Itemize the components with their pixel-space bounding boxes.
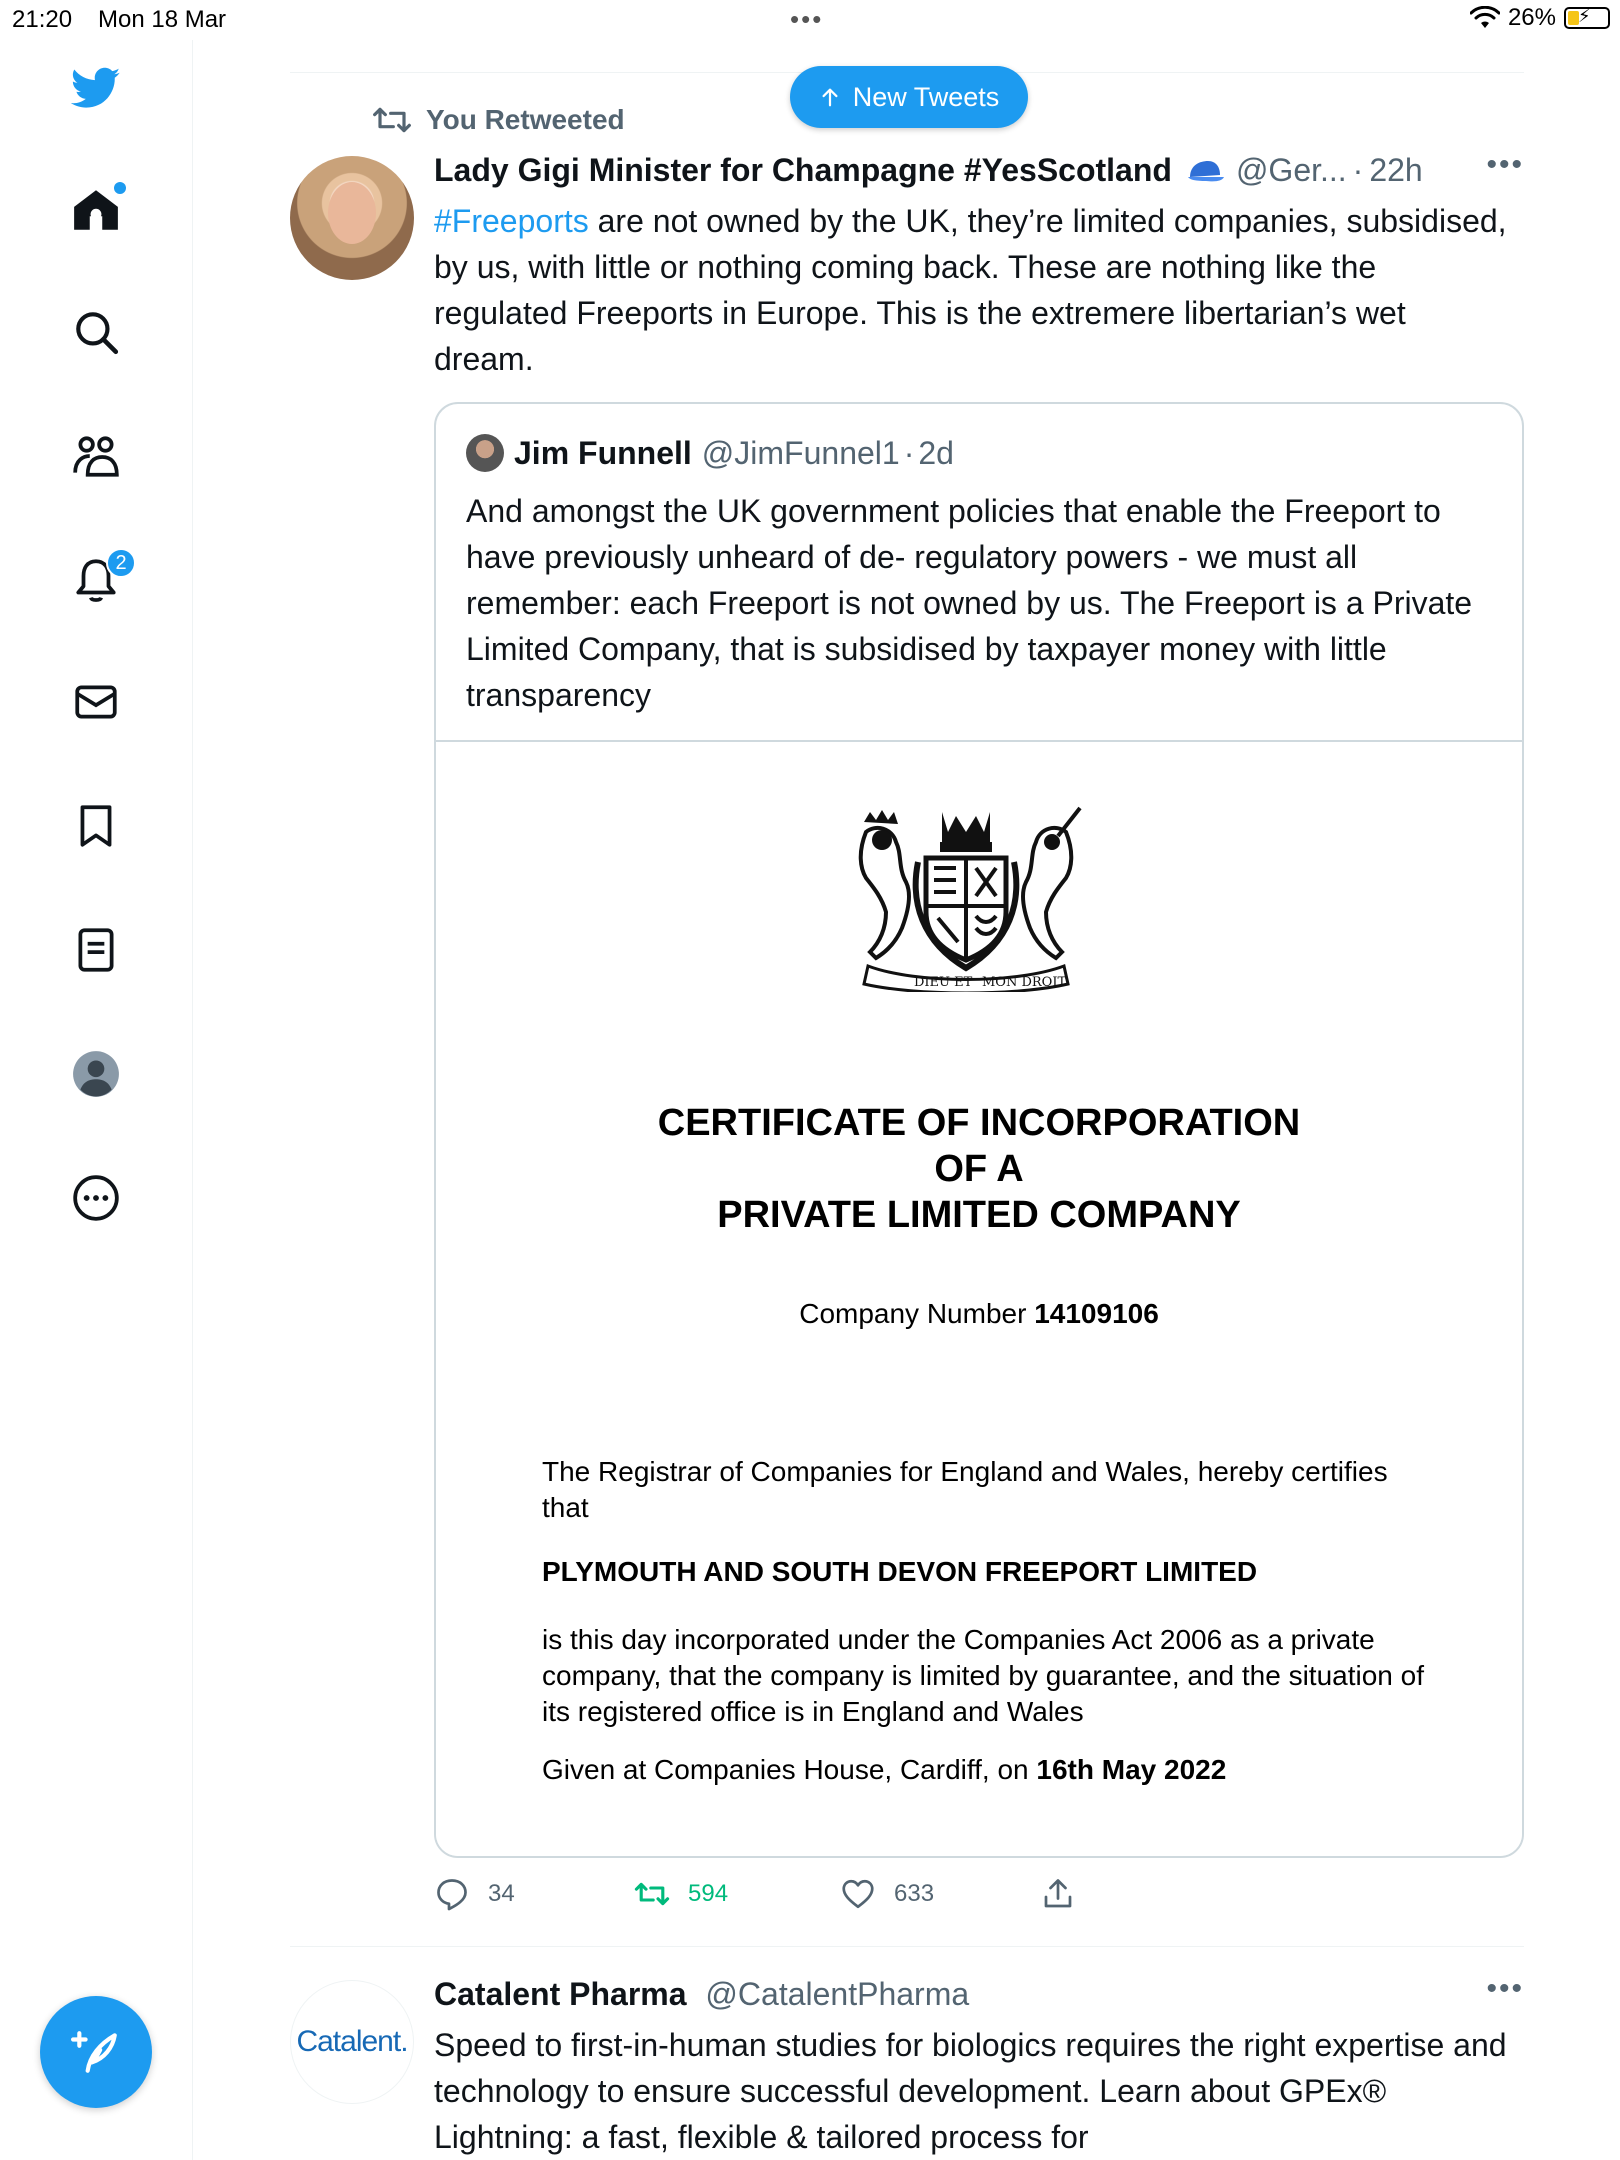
- tweet2-author-handle[interactable]: @CatalentPharma: [705, 1976, 970, 2012]
- battery-percent: 26%: [1507, 4, 1556, 31]
- retweet-icon: [372, 104, 412, 136]
- registrar-text: The Registrar of Companies for England and Wales, hereby certifies that: [542, 1456, 1388, 1523]
- status-bar: [0, 0, 1620, 40]
- tweet2-more-button[interactable]: •••: [1486, 1972, 1524, 2005]
- quoted-tweet-card[interactable]: [434, 402, 1524, 1858]
- tweet-header: [434, 148, 1524, 189]
- sidebar-item-communities[interactable]: [62, 422, 130, 490]
- status-time: 21:20: [12, 6, 73, 33]
- retweet-icon-active: [634, 1876, 670, 1912]
- sidebar-item-bookmarks[interactable]: [62, 792, 130, 860]
- author-handle[interactable]: @Ger...: [1235, 152, 1347, 188]
- sidebar-item-more[interactable]: [62, 1164, 130, 1232]
- retweet-label: You Retweeted: [426, 104, 625, 135]
- certificate-title-line3: PRIVATE LIMITED COMPANY: [717, 1194, 1241, 1236]
- incorporation-text: is this day incorporated under the Companies Act 2006 as a private company, that the company is limited by guarantee, and the situation of its registered office is in England and Wales: [542, 1624, 1424, 1727]
- home-icon: [71, 185, 121, 235]
- status-indicators: [1470, 4, 1610, 32]
- more-icon: [71, 1173, 121, 1223]
- sidebar-item-home[interactable]: [62, 176, 130, 244]
- new-tweets-button[interactable]: [790, 66, 1028, 128]
- author-avatar[interactable]: [290, 156, 414, 280]
- given-label: Given at Companies House, Cardiff, on: [542, 1754, 1037, 1785]
- quote-time: 2d: [918, 434, 954, 471]
- tweet-body: are not owned by the UK, they’re limited companies, subsidised, by us, with little or nothing coming back. These are nothing like the regulated Freeports in Europe. This is the extremere libertarian’s wet dream.: [434, 203, 1507, 377]
- tweet-divider: [290, 1946, 1524, 1947]
- home-new-dot: [114, 182, 126, 194]
- retweet-count: 594: [688, 1880, 729, 1907]
- reply-icon: [434, 1876, 470, 1912]
- motto-left: DIEU ET: [914, 975, 973, 990]
- list-icon: [71, 925, 121, 975]
- given-date: 16th May 2022: [1036, 1754, 1227, 1785]
- given-text: [542, 1754, 1226, 1786]
- sidebar-item-notifications[interactable]: [62, 546, 130, 614]
- quote-separator: ·: [903, 434, 915, 471]
- tweet2-header: [434, 1972, 1524, 2013]
- tweet-actions: [434, 1876, 1134, 1920]
- certificate-title-line2: OF A: [934, 1148, 1024, 1190]
- tweet-time[interactable]: 22h: [1369, 152, 1423, 188]
- company-number-value: 14109106: [1034, 1298, 1159, 1329]
- certificate-image[interactable]: [436, 742, 1522, 1858]
- company-name: PLYMOUTH AND SOUTH DEVON FREEPORT LIMITED: [542, 1556, 1258, 1587]
- bookmark-icon: [71, 801, 121, 851]
- new-tweets-label: New Tweets: [852, 81, 1000, 112]
- retweet-button[interactable]: [634, 1876, 728, 1912]
- envelope-icon: [71, 677, 121, 727]
- sidebar-item-explore[interactable]: [62, 298, 130, 366]
- wifi-icon: [1470, 6, 1500, 30]
- share-icon: [1040, 1876, 1076, 1912]
- quote-author-name: Jim Funnell: [514, 434, 692, 471]
- sidebar-item-lists[interactable]: [62, 916, 130, 984]
- arrow-up-icon: [819, 86, 841, 108]
- quote-text: And amongst the UK government policies that enable the Freeport to have previously unheard of de- regulatory powers - we must all remember: each Freeport is not owned by us. The Freeport is a Private Limited Company, that is subsidised by taxpayer money with little transparency: [466, 493, 1473, 713]
- separator: ·: [1352, 152, 1364, 188]
- reply-button[interactable]: [434, 1876, 515, 1912]
- catalent-logo-text: Catalent.: [296, 2025, 408, 2058]
- author-name[interactable]: Lady Gigi Minister for Champagne #YesScotland: [434, 152, 1172, 188]
- sidebar-item-profile[interactable]: [62, 1040, 130, 1108]
- catalent-avatar[interactable]: [290, 1980, 414, 2104]
- retweet-context[interactable]: [372, 104, 625, 136]
- status-date: Mon 18 Mar: [98, 6, 227, 33]
- sidebar: [0, 40, 193, 2160]
- reply-count: 34: [488, 1880, 515, 1907]
- search-icon: [71, 307, 121, 357]
- like-count: 633: [894, 1880, 935, 1907]
- share-button[interactable]: [1040, 1876, 1076, 1912]
- royal-coat-of-arms: [846, 802, 1086, 992]
- communities-icon: [71, 431, 121, 481]
- certificate-title: [436, 1100, 1522, 1238]
- notification-badge: 2: [106, 548, 136, 578]
- tweet2-text: Speed to first-in-human studies for biologics requires the right expertise and technology to ensure successful development. Learn about GPEx® Lightning: a fast, flexible & tailored process for: [434, 2027, 1507, 2155]
- company-number: [436, 1298, 1522, 1330]
- motto-right: MON DROIT: [982, 975, 1067, 990]
- tweet-text: [434, 198, 1514, 382]
- multitasking-dots[interactable]: •••: [790, 4, 824, 34]
- sidebar-item-messages[interactable]: [62, 668, 130, 736]
- quote-avatar: [466, 434, 504, 472]
- twitter-logo-icon[interactable]: [62, 54, 130, 122]
- battery-icon: ⚡: [1564, 7, 1610, 29]
- compose-tweet-button[interactable]: [40, 1996, 152, 2108]
- blue-cap-icon: [1186, 157, 1226, 185]
- tweet-more-button[interactable]: •••: [1486, 148, 1524, 181]
- certificate-title-line1: CERTIFICATE OF INCORPORATION: [657, 1102, 1301, 1144]
- like-button[interactable]: [840, 1876, 934, 1912]
- avatar-icon: [71, 1049, 121, 1099]
- quote-header: [466, 434, 954, 472]
- hashtag-link[interactable]: #Freeports: [434, 203, 589, 239]
- feather-plus-icon: [71, 2027, 121, 2077]
- heart-icon: [840, 1876, 876, 1912]
- quote-author-handle: @JimFunnel1: [701, 434, 900, 471]
- tweet2-author-name[interactable]: Catalent Pharma: [434, 1976, 687, 2012]
- company-number-label: Company Number: [799, 1298, 1035, 1329]
